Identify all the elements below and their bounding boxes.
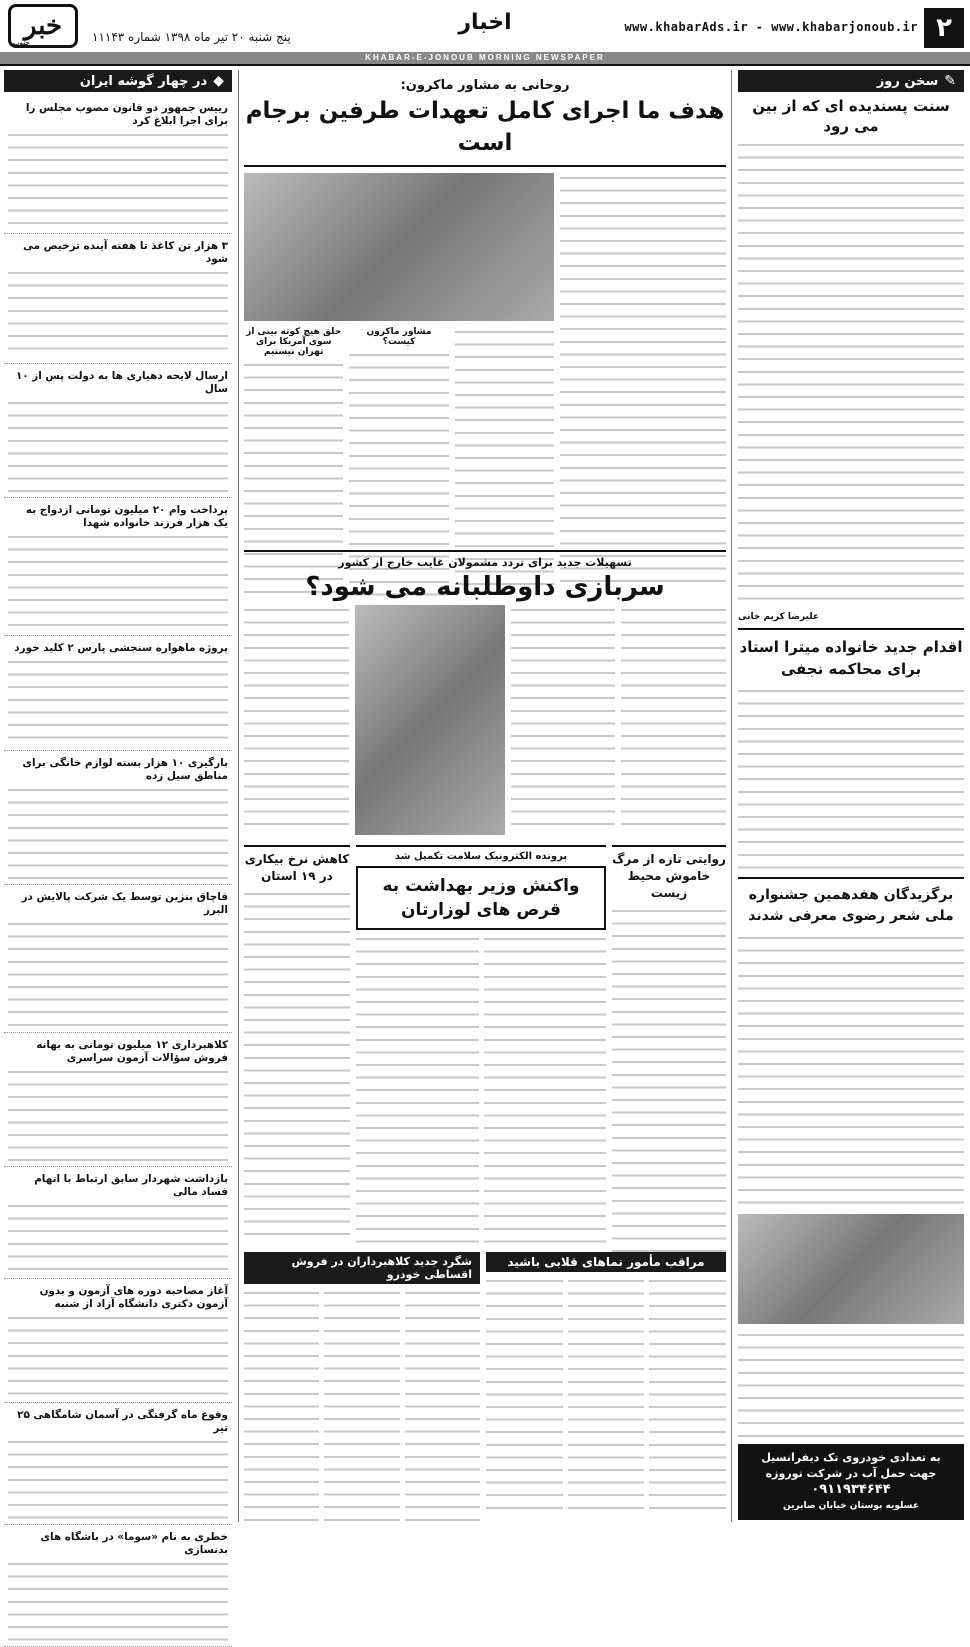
logo-subtext: جنوب [13,38,30,47]
body-col [486,1276,563,1512]
body-col [324,1288,399,1524]
body-col [484,934,607,1254]
story-title[interactable]: روایتی تازه از مرگ خاموش محیط زیست [612,852,726,900]
left-column [4,70,232,1556]
brief-body [8,532,228,632]
story-block [738,628,964,871]
masthead [0,0,970,66]
date-line: پنج شنبه ۲۰ تیر ماه ۱۳۹۸ شماره ۱۱۱۴۳ [92,30,291,44]
story-body [738,1330,964,1438]
body-col [244,605,349,835]
brief-item [4,885,232,1033]
body-col [405,1288,480,1524]
lead-subhead: حلق هیچ کوته بینی از سوی آمریکا برای تهران نیستیم [246,327,342,357]
brief-body [8,785,228,881]
right-column [738,70,964,1522]
brief-title[interactable]: رییس جمهور دو قانون مصوب مجلس را برای اجرا ابلاغ کرد [25,102,228,127]
story-body [244,889,350,1239]
editorial-body [738,140,964,610]
story-body [738,686,964,871]
brief-body [8,130,228,230]
website-url[interactable]: www.khabarAds.ir - www.khabarjonoub.ir [624,20,918,34]
pen-icon: ✎ [944,73,956,89]
brief-title[interactable]: کلاهبرداری ۱۲ میلیون تومانی به بهانه فروش سؤالات آزمون سراسری [36,1039,228,1064]
story-title[interactable]: کاهش نرخ بیکاری در ۱۹ استان [244,852,350,883]
brief-body [8,268,228,360]
page-number: ۲ [924,8,964,48]
column-tag [738,70,964,92]
lead-story [244,72,726,546]
classified-ad[interactable] [738,1444,964,1520]
editorial-author: علیرضا کریم خانی [738,612,820,622]
brief-title[interactable]: خطری به نام «سوما» در باشگاه های بدنسازی [40,1531,228,1556]
lead-subhead: مشاور ماکرون کیست؟ [366,327,432,347]
brief-title[interactable]: ارسال لایحه دهیاری ها به دولت پس از ۱۰ سال [15,370,228,395]
story-body [486,1276,726,1512]
brief-body [8,1067,228,1163]
ad-line: جهت حمل آب در شرکت نوروزه [765,1467,937,1480]
briefs-list [4,96,232,1647]
story-body [356,934,606,1254]
brief-item [4,498,232,636]
brief-item [4,1279,232,1403]
body-col [568,1276,645,1512]
brief-title[interactable]: آغاز مصاحبه دوره های آزمون و بدون آزمون دکتری دانشگاه آزاد از شنبه [39,1285,228,1310]
brief-item [4,96,232,234]
body-col [621,605,726,835]
brief-item [4,364,232,498]
body-col [244,1288,319,1524]
brief-body [8,398,228,494]
lead-kicker: روحانی به مشاور ماکرون: [400,78,570,93]
brief-body [8,1313,228,1399]
ad-line: به تعدادی خودروی تک دیفرانسیل [761,1451,941,1464]
body-col [356,934,479,1254]
brief-item [4,1167,232,1279]
story-body [612,906,726,1256]
brief-title[interactable]: پروژه ماهواره سنجشی پارس ۲ کلید خورد [14,642,228,654]
brief-item [4,636,232,751]
brief-title[interactable]: بارگیری ۱۰ هزار بسته لوازم خانگی برای مناطق سیل زده [22,757,228,782]
brief-item [4,1033,232,1167]
brief-body [8,657,228,747]
story-body [738,933,964,1208]
column-divider [238,70,239,1522]
story-car-scam [244,1252,480,1522]
header-strip: KHABAR-E-JONOUB MORNING NEWSPAPER [0,52,970,64]
brief-item [4,1525,232,1647]
story-block [738,877,964,1208]
story-title[interactable]: مراقب مأمور نماهای قلابی باشید [507,1255,705,1269]
ad-phone: ۰۹۱۱۹۳۴۶۴۴ [811,1482,891,1497]
ad-line: عسلویه بوستان خیابان صابرین [783,1501,919,1511]
map-icon: ◆ [213,73,224,89]
story-title-bar [244,1252,480,1284]
lead-body [244,173,726,593]
column-tag-label: در چهار گوشه ایران [79,73,208,89]
newspaper-logo [8,4,78,48]
meeting-photo [244,173,554,321]
column-tag-label: سخن روز [876,73,939,89]
story-environment [612,845,726,1245]
brief-body [8,919,228,1029]
conscription-body [244,605,726,835]
brief-title[interactable]: بازداشت شهردار سابق ارتباط با اتهام فساد مالی [34,1173,228,1198]
award-photo [738,1214,964,1324]
brief-title[interactable]: قاچاق بنزین توسط یک شرکت پالایش در البرز [21,891,228,916]
brief-body [8,1437,228,1521]
column-tag [4,70,232,92]
lead-title[interactable]: هدف ما اجرای کامل تعهدات طرفین برجام است [244,95,726,167]
lead-right [244,173,554,593]
story-health [356,845,606,1245]
brief-item [4,1403,232,1525]
brief-title[interactable]: وقوع ماه گرفتگی در آسمان شامگاهی ۲۵ تیر [17,1409,228,1434]
brief-item [4,234,232,364]
story-title-bar [486,1252,726,1272]
story-title[interactable]: واکنش وزیر بهداشت به قرص های لوزارتان [382,876,580,920]
story-unemployment [244,845,350,1245]
lead-text-col [560,173,726,593]
conscription-kicker: تسهیلات جدید برای تردد مشمولان غایب خارج از کشور [338,556,632,569]
story-title[interactable]: شگرد جدید کلاهبرداران در فروش اقساطی خودرو [291,1255,472,1281]
brief-body [8,1559,228,1643]
story-title-box [356,866,606,930]
body-col [649,1276,726,1512]
logo-text: خبر [23,11,63,41]
body-col [511,605,616,835]
story-fake-agents [486,1252,726,1522]
section-title: اخبار [458,10,512,35]
brief-title[interactable]: پرداخت وام ۲۰ میلیون تومانی ازدواج به یک هزار فرزند خانواده شهدا [25,504,228,529]
brief-title[interactable]: ۳ هزار تن کاغذ تا هفته آینده ترخیص می شود [23,240,228,265]
editorial-title[interactable]: سنت پسندیده ای که از بین می رود [752,97,950,135]
conscription-title[interactable]: سربازی داوطلبانه می شود؟ [305,572,665,602]
official-photo [355,605,505,835]
column-divider [731,70,732,1522]
story-title[interactable]: اقدام جدید خانواده میترا استاد برای محاکمه نجفی [739,638,963,678]
story-title[interactable]: برگزیدگان هفدهمین جشنواره ملی شعر رضوی معرفی شدند [748,887,954,924]
story-kicker: پرونده الکترونیک سلامت تکمیل شد [394,851,568,862]
conscription-story [244,550,726,840]
story-body [244,1288,480,1524]
brief-body [8,1201,228,1275]
brief-item [4,751,232,885]
